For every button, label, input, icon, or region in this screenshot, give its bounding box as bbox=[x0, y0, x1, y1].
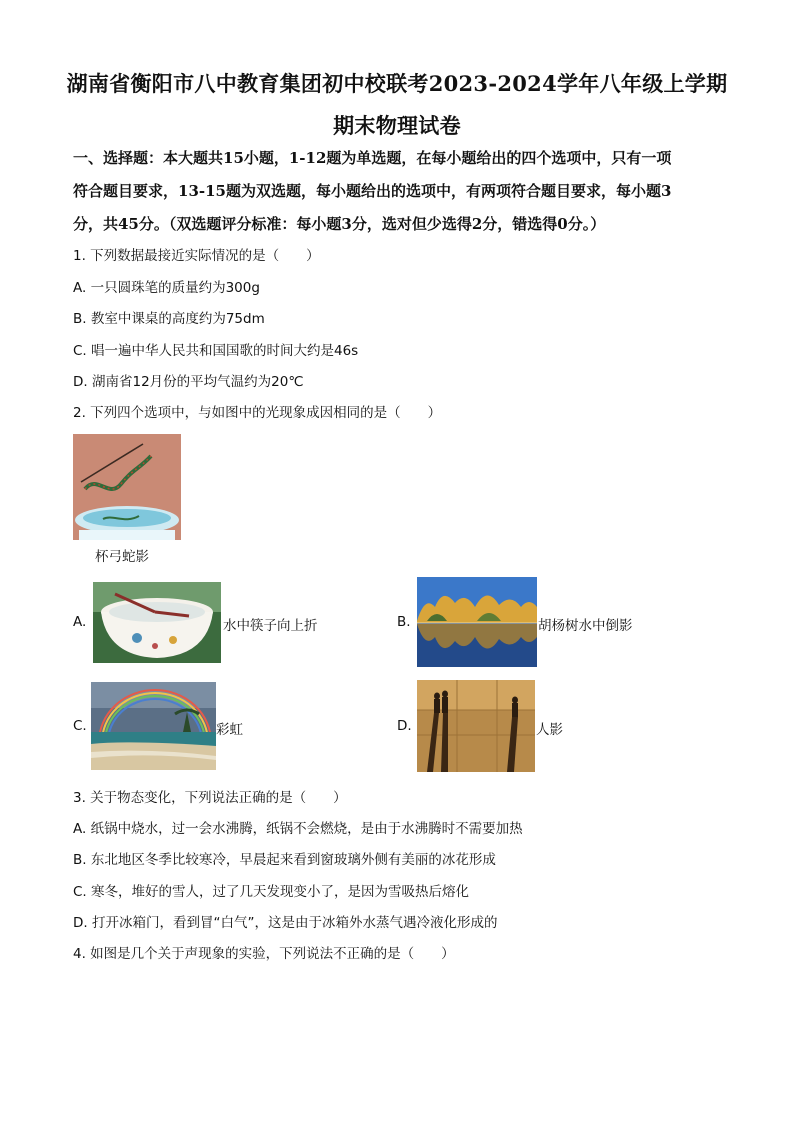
poplar-reflection-image bbox=[417, 577, 537, 667]
q2-figure-caption: 杯弓蛇影 bbox=[95, 549, 149, 565]
q2-option-d-letter: D. bbox=[397, 718, 412, 734]
q2-option-d-label: 人影 bbox=[536, 722, 563, 738]
q2-option-b-letter: B. bbox=[397, 614, 411, 630]
section-line1: 一、选择题：本大题共15小题，1-12题为单选题，在每小题给出的四个选项中，只有一项 bbox=[73, 149, 672, 167]
q3-stem: 3. 关于物态变化，下列说法正确的是（ ） bbox=[73, 790, 347, 806]
q1-option-a: A. 一只圆珠笔的质量约为300g bbox=[73, 280, 260, 296]
bow-snake-reflection-figure bbox=[73, 434, 181, 540]
q3-option-b: B. 东北地区冬季比较寒冷，早晨起来看到窗玻璃外侧有美丽的冰花形成 bbox=[73, 852, 496, 868]
q2-option-c-label: 彩虹 bbox=[216, 722, 243, 738]
q2-option-c-letter: C. bbox=[73, 718, 87, 734]
q3-option-d: D. 打开冰箱门，看到冒“白气”，这是由于冰箱外水蒸气遇冷液化形成的 bbox=[73, 915, 498, 931]
section-line2: 符合题目要求，13-15题为双选题，每小题给出的选项中，有两项符合题目要求，每小题3 bbox=[73, 182, 672, 200]
section-line3: 分，共45分。（双选题评分标准：每小题3分，选对但少选得2分，错选得0分。） bbox=[73, 215, 606, 233]
q2-option-a-letter: A. bbox=[73, 614, 87, 630]
rainbow-beach-image bbox=[91, 682, 216, 770]
q2-option-b-label: 胡杨树水中倒影 bbox=[538, 618, 633, 634]
q4-stem: 4. 如图是几个关于声现象的实验，下列说法不正确的是（ ） bbox=[73, 946, 455, 962]
q3-option-a: A. 纸锅中烧水，过一会水沸腾，纸锅不会燃烧，是由于水沸腾时不需要加热 bbox=[73, 821, 523, 837]
exam-title-line1: 湖南省衡阳市八中教育集团初中校联考2023-2024学年八年级上学期 bbox=[66, 71, 728, 96]
q2-stem: 2. 下列四个选项中，与如图中的光现象成因相同的是（ ） bbox=[73, 405, 442, 421]
human-shadows-image bbox=[417, 680, 535, 772]
chopsticks-in-bowl-image bbox=[93, 582, 221, 663]
section-instructions bbox=[73, 142, 723, 241]
q1-option-c: C. 唱一遍中华人民共和国国歌的时间大约是46s bbox=[73, 343, 359, 359]
q1-stem: 1. 下列数据最接近实际情况的是（ ） bbox=[73, 248, 320, 264]
q1-option-d: D. 湖南省12月份的平均气温约为20℃ bbox=[73, 374, 304, 390]
q3-option-c: C. 寒冬，堆好的雪人，过了几天发现变小了，是因为雪吸热后熔化 bbox=[73, 884, 470, 900]
q1-option-b: B. 教室中课桌的高度约为75dm bbox=[73, 311, 265, 327]
q2-option-a-label: 水中筷子向上折 bbox=[223, 618, 318, 634]
exam-title-line2: 期末物理试卷 bbox=[333, 113, 461, 138]
